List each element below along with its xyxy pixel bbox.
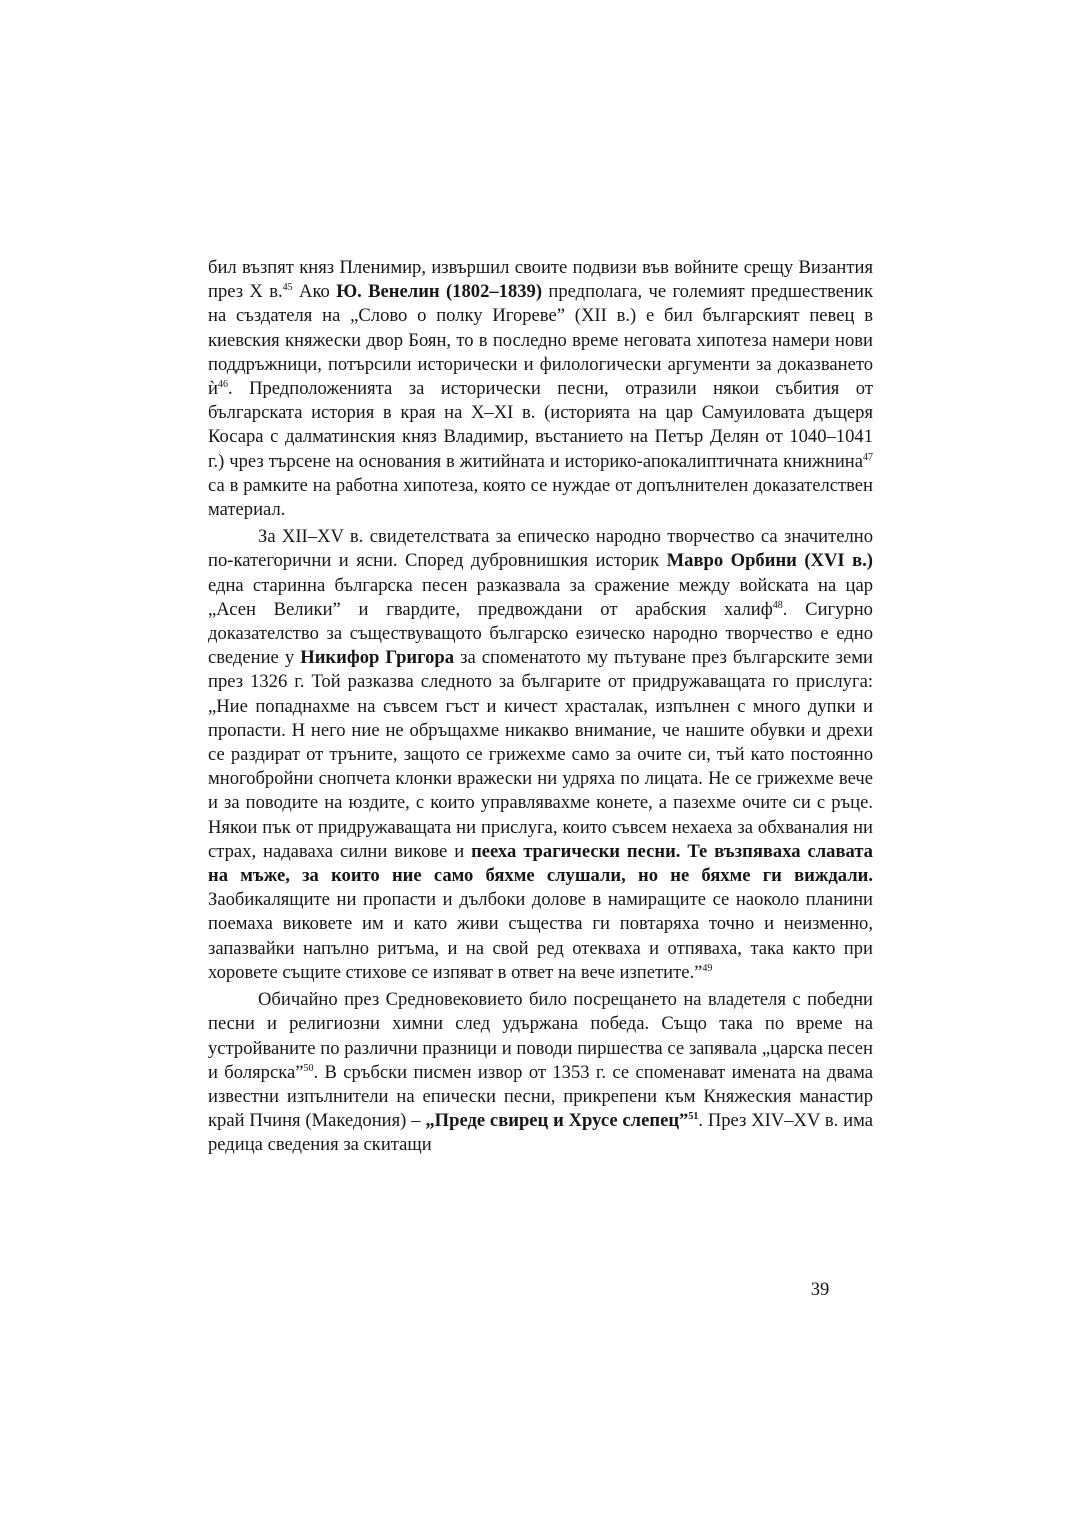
footnote-ref: 46 [217, 378, 228, 390]
text-run: Обичайно през Средновековието било посрещането на владетеля с победни песни и религиозни химни след удържана победа. Също така по време на устройваните по различни празници и поводи пиршества се запявала „царска песен и болярска” [208, 989, 873, 1083]
text-run: . Сигурно доказателство за съществуващото българско езическо народно творчество е едно сведение у [208, 598, 873, 669]
bold-text: Никифор Григора [300, 647, 455, 669]
text-run: предполага, че големият предшественик на създателя на „Слово о полку Игореве” (ХІІ в.) е бил българският певец в киевския княжески двор Боян, то в последно време неговата хипотеза намери нови поддръжници, потърсили исторически и филологически аргументи за доказването ѝ [208, 281, 873, 400]
paragraph [208, 256, 873, 522]
text-run: за споменатото му пътуване през българските земи през 1326 г. Той разказва следното за българите от придружаващата го прислуга: „Ние попаднахме на съвсем гъст и кичест храсталак, изпълнен с много дупки и пропасти. Н него ние не обръщахме никакво внимание, че нашите обувки и дрехи се раздират от тръните, защото се грижехме само за очите си, тъй като постоянно многобройни снопчета клонки вражески ни удряха по лицата. Не се грижехме вече и за поводите на юздите, с които управлявахме конете, а пазехме очите си с ръце. Някои пък от придружаващата ни прислуга, които съвсем нехаеха за обхваналия ни страх, надаваха силни викове и [208, 647, 873, 862]
bold-text: пееха трагически песни. Те възпяваха славата на мъже, за които ние само бяхме слушали, но не бяхме ги виждали. [208, 840, 873, 887]
text-run: За ХІІ–ХV в. свидетелствата за епическо народно творчество са значително по-категорични и ясни. Според дубровнишкия историк [208, 526, 873, 572]
paragraph [208, 988, 873, 1157]
footnote-ref: 50 [303, 1062, 314, 1074]
footnote-ref: 47 [863, 451, 873, 463]
footnote-ref: 49 [702, 962, 713, 974]
text-run: са в рамките на работна хипотеза, която се нуждае от допълнителен доказателствен материал. [208, 474, 873, 521]
bold-text: „Преде свирец и Хрусе слепец” [425, 1110, 689, 1132]
paragraph [208, 525, 873, 985]
page-number: 39 [810, 1279, 830, 1300]
bold-text: Ю. Венелин (1802–1839) [336, 281, 543, 303]
text-run: . Предположенията за исторически песни, отразили някои събития от българската история в края на Х–ХІ в. (историята на цар Самуиловата дъщеря Косара с далматинския княз Владимир, въстанието на Петър Делян от 1040–1041 г.) чрез търсене на основания в житийната и историко-апокалиптичната книжнина [208, 378, 873, 472]
text-run: бил възпят княз Пленимир, извършил своите подвизи във войните срещу Византия през Х в. [208, 257, 873, 303]
footnote-ref: 51 [688, 1110, 699, 1122]
text-run: . В сръбски писмен извор от 1353 г. се споменават имената на двама известни изпълнители на епически песни, прикрепени към Княжеския манастир край Пчиня (Македония) – [208, 1061, 874, 1132]
footnote-ref: 45 [282, 282, 293, 294]
text-run: една старинна българска песен разказвала за сражение между войската на цар „Асен Велики” и гвардите, предвождани от арабския халиф [208, 574, 873, 620]
footnote-ref: 48 [772, 599, 783, 611]
text-run: Ако [292, 281, 337, 303]
text-run: . През ХІV–ХV в. има редица сведения за скитащи [208, 1110, 873, 1156]
body-text [208, 256, 873, 1158]
bold-text: Мавро Орбини (ХVІ в.) [666, 550, 873, 572]
text-run: Заобикалящите ни пропасти и дълбоки долове в намиращите се наоколо планини поемаха виковете им и като живи същества ги повтаряха точно и неизменно, запазвайки напълно ритъма, и на свой ред отекваха и отпяваха, така както при хоровете същите стихове се изпяват в ответ на вече изпетите.” [208, 889, 873, 983]
